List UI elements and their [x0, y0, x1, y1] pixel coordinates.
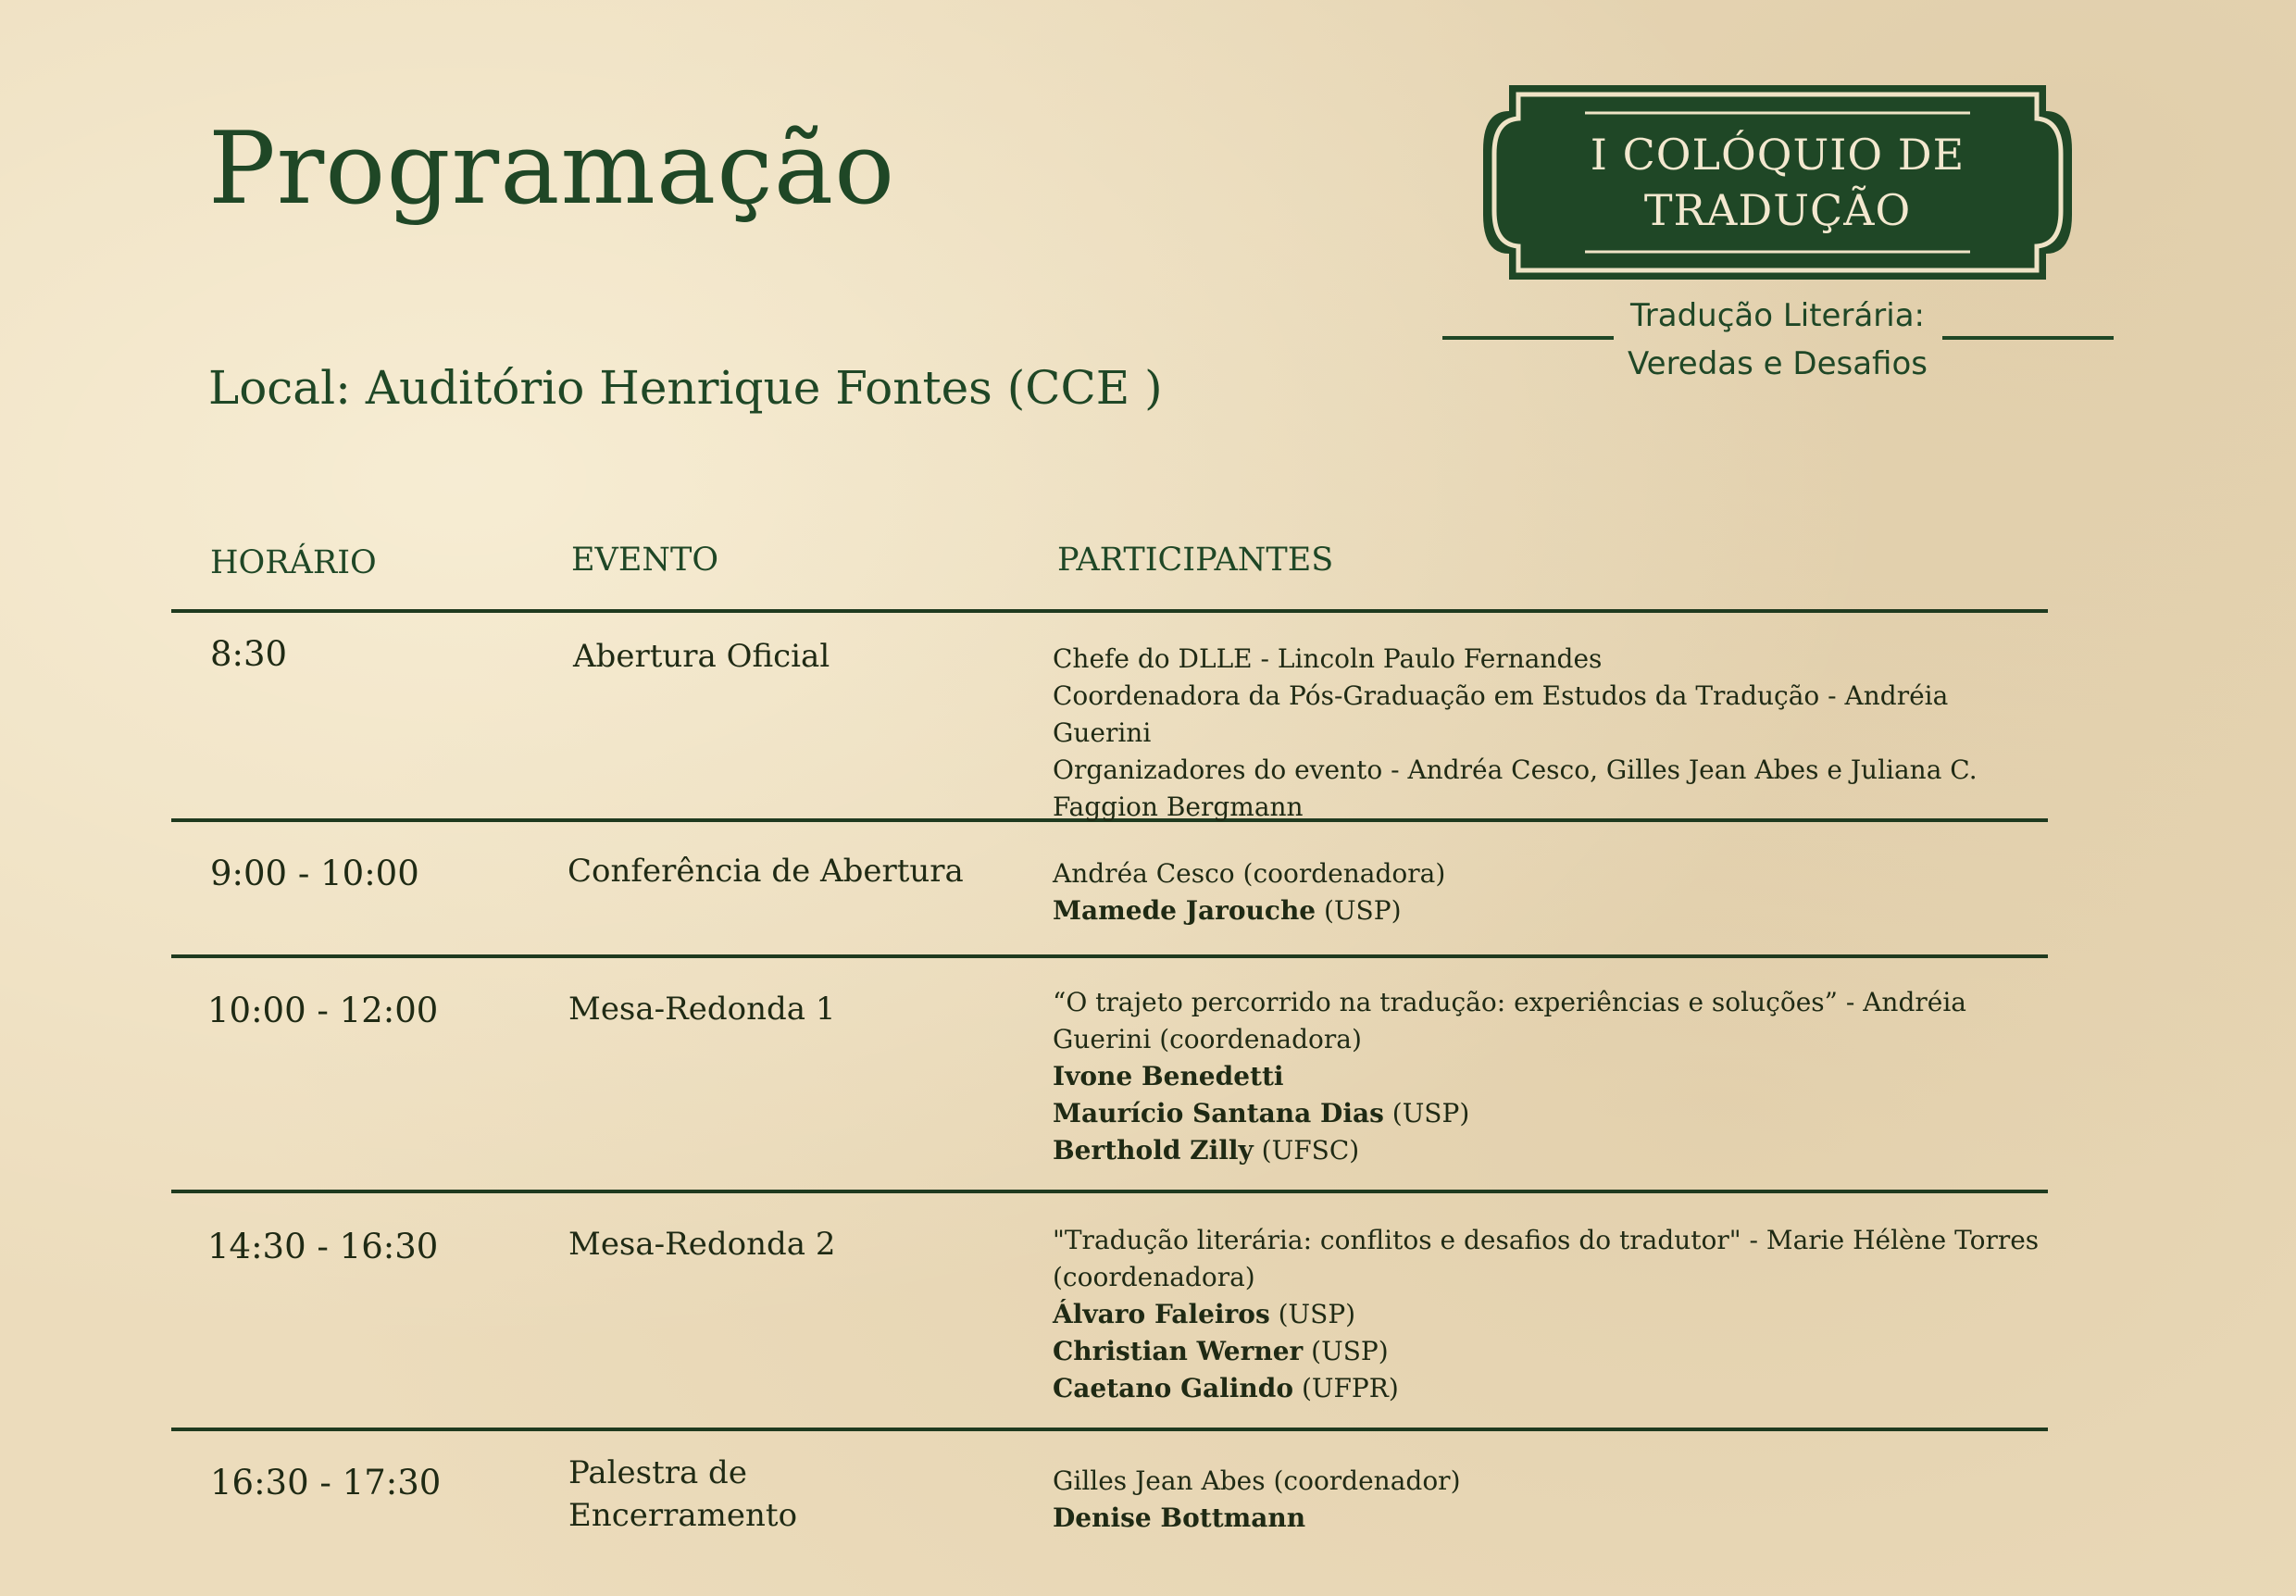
participant-line — [1053, 1095, 2043, 1132]
row-participants — [1053, 641, 2043, 826]
participant-line — [1053, 1333, 2043, 1370]
participant-text: Organizadores do evento - Andréa Cesco, Gilles Jean Abes e Juliana C. — [1053, 754, 1978, 785]
column-header-event: EVENTO — [571, 542, 719, 579]
participant-name: Christian Werner — [1053, 1336, 1304, 1366]
participant-line — [1053, 641, 2043, 678]
participant-text: "Tradução literária: conflitos e desafios do tradutor" - Marie Hélène Torres — [1053, 1225, 2040, 1255]
participant-name: Maurício Santana Dias — [1053, 1098, 1384, 1128]
table-rule — [171, 609, 2048, 613]
row-event: Palestra de Encerramento — [568, 1454, 798, 1534]
row-event: Abertura Oficial — [573, 638, 830, 675]
event-badge — [1483, 85, 2072, 280]
participant-line — [1053, 1463, 2043, 1500]
badge-title-line2: TRADUÇÃO — [1643, 185, 1912, 235]
participant-line — [1053, 1132, 2043, 1169]
participant-name: Mamede Jarouche — [1053, 895, 1316, 926]
participant-name: Berthold Zilly — [1053, 1135, 1254, 1166]
participant-line — [1053, 789, 2043, 826]
row-time: 10:00 - 12:00 — [207, 991, 439, 1030]
participant-text: Faggion Bergmann — [1053, 792, 1304, 822]
participant-line — [1053, 1021, 2043, 1058]
row-participants — [1053, 984, 2043, 1169]
participant-affiliation: (USP) — [1303, 1336, 1389, 1366]
participant-line — [1053, 892, 2043, 929]
participant-text: (coordenadora) — [1053, 1262, 1255, 1292]
row-participants — [1053, 1222, 2043, 1407]
participant-line — [1053, 1500, 2043, 1537]
participant-affiliation: (USP) — [1383, 1098, 1470, 1128]
row-time: 9:00 - 10:00 — [210, 854, 419, 893]
venue-location: Local: Auditório Henrique Fontes (CCE ) — [208, 361, 1163, 415]
badge-frame-shape — [1483, 85, 2072, 280]
participant-affiliation: (USP) — [1269, 1299, 1356, 1329]
participant-line — [1053, 1296, 2043, 1333]
column-header-participants: PARTICIPANTES — [1057, 542, 1334, 579]
participant-line — [1053, 752, 2043, 789]
participant-line — [1053, 855, 2043, 892]
participant-line — [1053, 1222, 2043, 1259]
subtitle-line1: Tradução Literária: — [1629, 297, 1926, 334]
table-rule — [171, 1190, 2048, 1193]
participant-text: Chefe do DLLE - Lincoln Paulo Fernandes — [1053, 643, 1603, 674]
row-participants — [1053, 1463, 2043, 1537]
participant-affiliation: (UFPR) — [1293, 1373, 1399, 1403]
event-subtitle — [1574, 292, 1981, 388]
row-time: 8:30 — [210, 634, 288, 674]
participant-name: Caetano Galindo — [1053, 1373, 1294, 1403]
row-participants — [1053, 855, 2043, 929]
badge-title-line1: I COLÓQUIO DE — [1590, 130, 1965, 180]
page-title: Programação — [208, 111, 896, 227]
participant-affiliation: (USP) — [1316, 895, 1402, 926]
participant-text: “O trajeto percorrido na tradução: experiências e soluções” - Andréia — [1053, 987, 1966, 1017]
table-rule — [171, 954, 2048, 958]
participant-line — [1053, 1259, 2043, 1296]
participant-text: Andréa Cesco (coordenadora) — [1053, 858, 1446, 889]
participant-text: Gilles Jean Abes (coordenador) — [1053, 1465, 1461, 1496]
subtitle-line2: Veredas e Desafios — [1628, 345, 1928, 382]
row-event: Mesa-Redonda 1 — [568, 991, 836, 1028]
participant-line — [1053, 984, 2043, 1021]
participant-line — [1053, 1370, 2043, 1407]
participant-affiliation: (UFSC) — [1253, 1135, 1360, 1166]
row-event: Conferência de Abertura — [568, 853, 964, 890]
participant-name: Denise Bottmann — [1053, 1502, 1306, 1533]
table-rule — [171, 1428, 2048, 1431]
participant-line — [1053, 1058, 2043, 1095]
column-header-time: HORÁRIO — [210, 544, 377, 581]
row-time: 16:30 - 17:30 — [210, 1463, 442, 1502]
participant-name: Álvaro Faleiros — [1053, 1299, 1270, 1329]
participant-name: Ivone Benedetti — [1053, 1061, 1284, 1091]
row-time: 14:30 - 16:30 — [207, 1227, 439, 1266]
participant-line — [1053, 678, 2043, 752]
row-event: Mesa-Redonda 2 — [568, 1226, 836, 1263]
participant-text: Coordenadora da Pós-Graduação em Estudos da Tradução - Andréia Guerini — [1053, 680, 1949, 748]
participant-text: Guerini (coordenadora) — [1053, 1024, 1362, 1054]
